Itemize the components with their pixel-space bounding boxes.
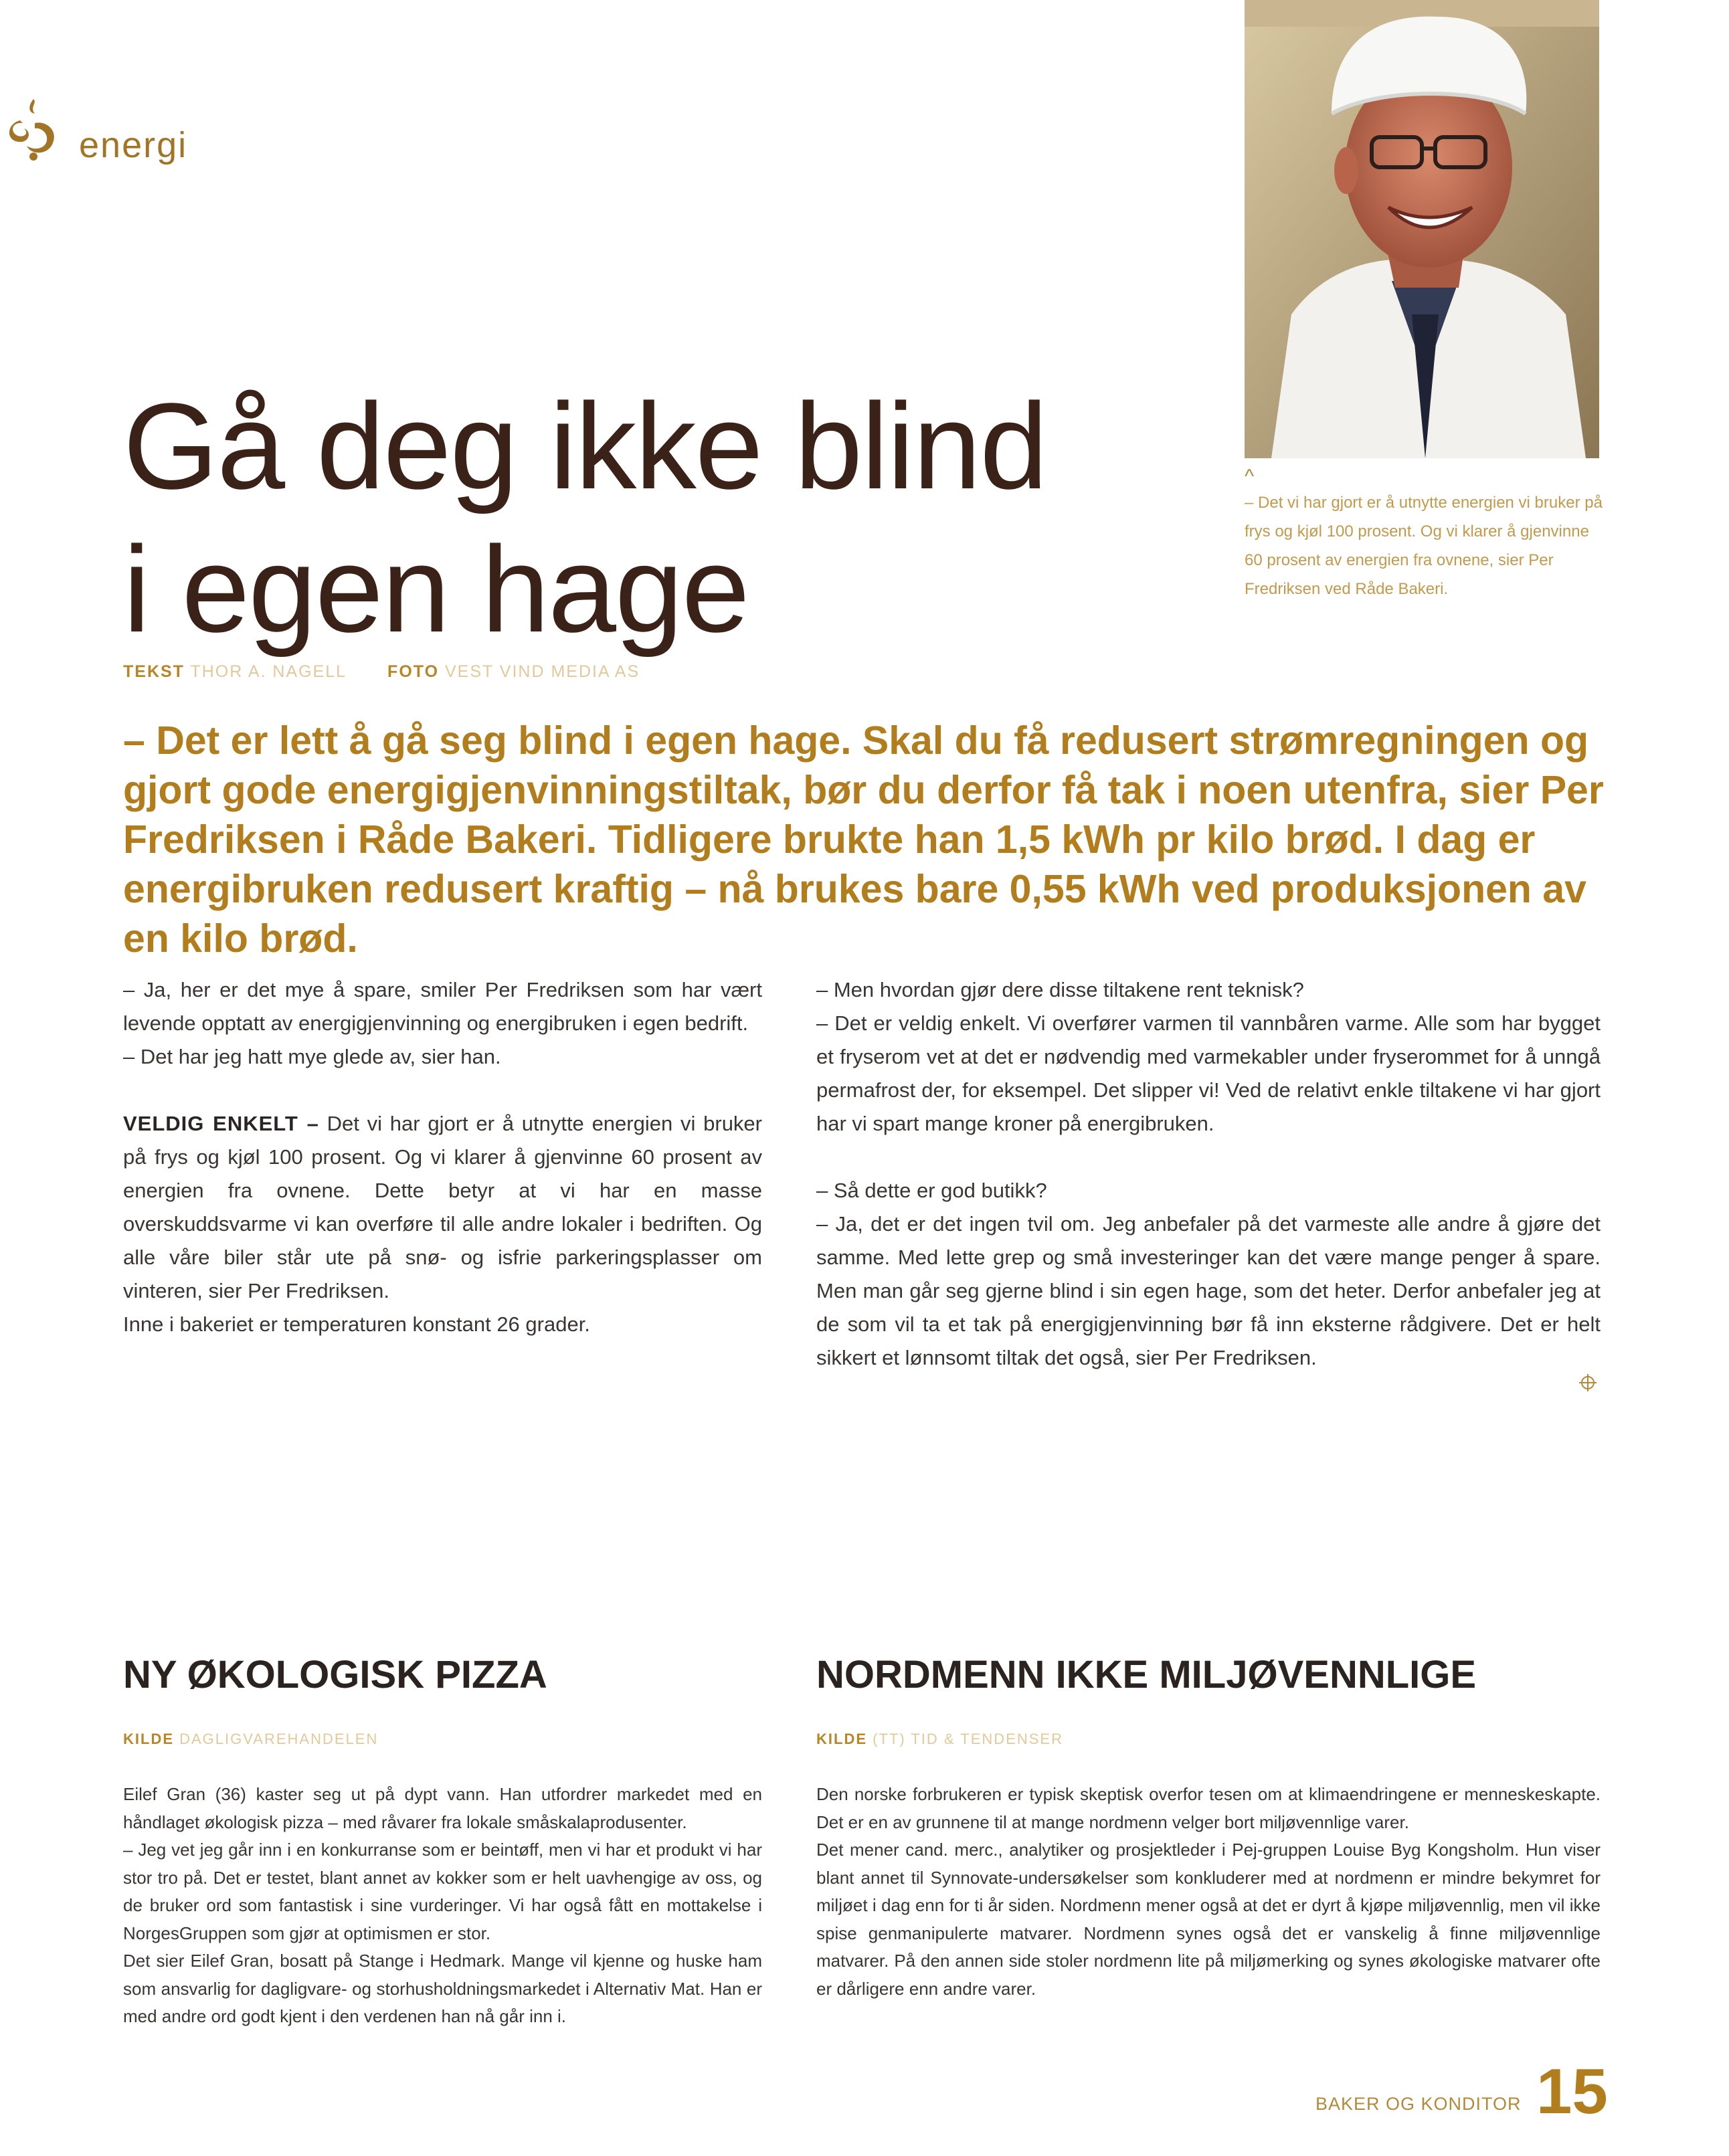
pizza-section-title: NY ØKOLOGISK PIZZA [123,1653,547,1696]
caret-up-icon: ^ [1245,466,1255,488]
body-paragraph: – Ja, det er det ingen tvil om. Jeg anbefaler på det varmeste alle andre å gjøre det samme. Med lette grep og små investeringer kan det være mange penger å spare. Men man går seg gjerne blind i sin egen hage, som det heter. Derfor anbefaler jeg at de som vil ta et tak på energigjenvinning bør få inn eksterne rådgivere. Det er helt sikkert et lønnsomt tiltak det også, sier Per Fredriksen. [816,1212,1601,1369]
source-value: (TT) TID & TENDENSER [873,1731,1063,1747]
body-column-left [123,973,762,1341]
body-paragraph: – Jeg vet jeg går inn i en konkurranse som er beintøff, men vi har et produkt vi har stor tro på. Det er testet, blant annet av kokker som er helt uavhengige av oss, og de bruker ord som fantastisk i sine vurderinger. Vi har også fått en mottakelse i NorgesGruppen som gjør at optimismen er stor. [123,1840,762,1943]
photo-credit-key: FOTO [387,662,440,681]
body-paragraph: – Men hvordan gjør dere disse tiltakene rent teknisk? [816,978,1304,1001]
source-key: KILDE [816,1731,867,1747]
run-in-heading: VELDIG ENKELT – [123,1112,319,1135]
body-paragraph: – Det er veldig enkelt. Vi overfører varmen til vannbåren varme. Alle som har bygget et fryserom vet at det er nødvendig med varmekabler under fryserommet for å unngå permafrost der, for eksempel. Det slipper vi! Ved de relativt enkle tiltakene vi har gjort har vi spart mange kroner på energibruken. [816,1011,1601,1135]
lead-paragraph: – Det er lett å gå seg blind i egen hage. Skal du få redusert strømregningen og gjort gode energigjenvinningstiltak, bør du derfor få tak i noen utenfra, sier Per Fredriksen i Råde Bakeri. Tidligere brukte han 1,5 kWh pr kilo brød. I dag er energibruken redusert kraftig – nå brukes bare 0,55 kWh ved produksjonen av en kilo brød. [123,718,1604,961]
page-number: 15 [1536,2056,1608,2127]
nordmenn-source [816,1731,1063,1748]
body-paragraph [123,1107,762,1308]
body-paragraph-text: Det vi har gjort er å utnytte energien vi bruker på frys og kjøl 100 prosent. Og vi klarer å gjenvinne 60 prosent av energien fra ovnene. Dette betyr at vi har en masse overskuddsvarme vi kan overføre til alle andre lokaler i bedriften. Og alle våre biler står ute på snø- og isfrie parkeringsplasser om vinteren, sier Per Fredriksen. [123,1112,762,1302]
body-paragraph: – Så dette er god butikk? [816,1179,1047,1202]
pizza-section-body [123,1781,762,2031]
end-of-article-icon [1578,1373,1598,1393]
baker-portrait-photo [1245,0,1599,458]
body-paragraph: Det sier Eilef Gran, bosatt på Stange i Hedmark. Mange vil kjenne og huske ham som ansvarlig for dagligvare- og storhusholdningsmarkedet i Alternativ Mat. Han er med andre ord godt kjent i den verdenen han nå går inn i. [123,1951,762,2026]
section-label: energi [79,125,188,165]
body-paragraph: – Det har jeg hatt mye glede av, sier han. [123,1045,501,1068]
text-credit-key: TEKST [123,662,185,681]
body-paragraph: Den norske forbrukeren er typisk skeptisk overfor tesen om at klimaendringene er menneskeskapte. Det er en av grunnene til at mange nordmenn velger bort miljøvennlige varer. [816,1784,1601,1832]
headline-line-2: i egen hage [123,520,749,658]
headline-line-1: Gå deg ikke blind [123,377,1047,514]
body-paragraph: Det mener cand. merc., analytiker og prosjektleder i Pej-gruppen Louise Byg Kongsholm. Hun viser blant annet til Synnovate-undersøkelser som konkluderer med at nordmenn er mindre bekymret for miljøet i dag enn for ti år siden. Nordmenn mener også at det er dyrt å kjøpe miljøvennlig, men vil ikke spise genmanipulerte matvarer. Nordmenn synes også det er vanskelig å finne miljøvennlige matvarer. På den annen side stoler nordmenn lite på miljømerking og synes økologiske matvarer ofte er dårligere enn andre varer. [816,1840,1601,1999]
body-column-right [816,973,1601,1375]
pizza-source [123,1731,378,1748]
source-key: KILDE [123,1731,174,1747]
body-paragraph: Eilef Gran (36) kaster seg ut på dypt vann. Han utfordrer markedet med en håndlaget økologisk pizza – med råvarer fra lokale småskalaprodusenter. [123,1784,762,1832]
credits [123,662,640,682]
nordmenn-section-body [816,1781,1601,2003]
section-tag [0,94,254,167]
photo-caption-text: – Det vi har gjort er å utnytte energien vi bruker på frys og kjøl 100 prosent. Og vi klarer å gjenvinne 60 prosent av energien fra ovnene, sier Per Fredriksen ved Råde Bakeri. [1245,494,1603,598]
photo-credit-value: VEST VIND MEDIA AS [444,662,640,681]
body-paragraph: – Ja, her er det mye å spare, smiler Per Fredriksen som har vært levende opptatt av energigjenvinning og energibruken i egen bedrift. [123,978,762,1035]
swirl-logo-icon [0,94,64,167]
photo-caption [1245,468,1606,603]
headline [123,375,1220,661]
body-paragraph: Inne i bakeriet er temperaturen konstant 26 grader. [123,1312,590,1336]
nordmenn-section-title: NORDMENN IKKE MILJØVENNLIGE [816,1653,1477,1696]
publication-name: BAKER OG KONDITOR [1315,2094,1522,2114]
text-credit-value: THOR A. NAGELL [190,662,347,681]
source-value: DAGLIGVAREHANDELEN [179,1731,379,1747]
